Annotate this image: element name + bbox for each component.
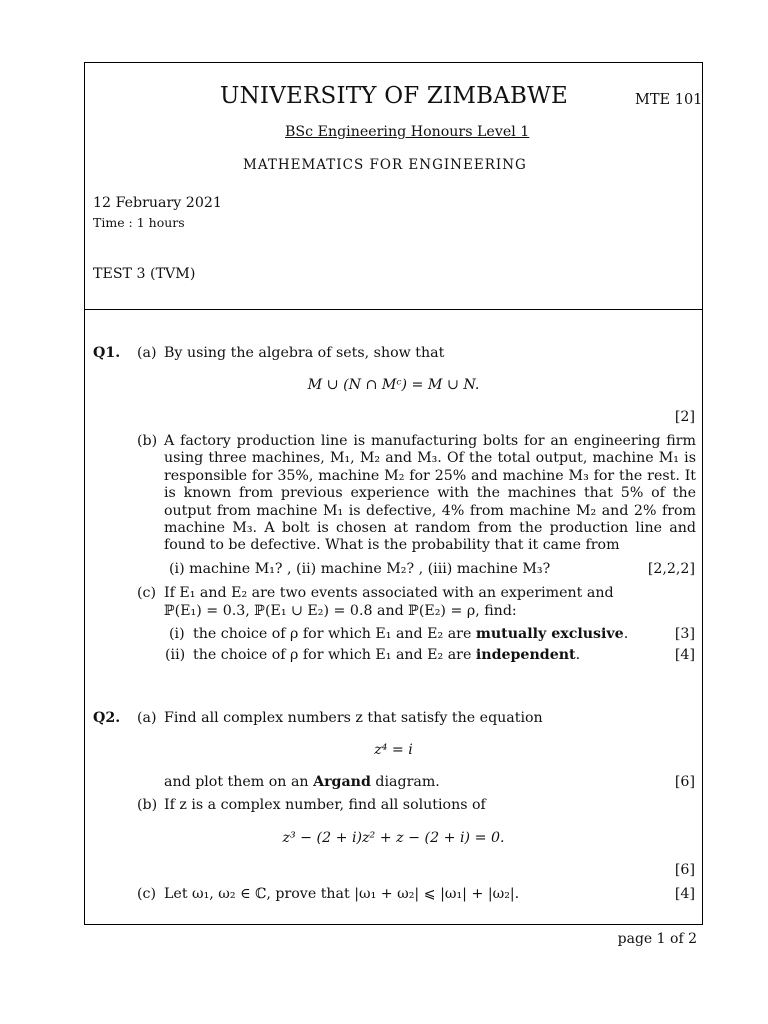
q1c-i-end: . [623,626,629,642]
exam-time: Time : 1 hours [93,215,185,230]
q2a-text2-end: diagram. [375,774,440,790]
q1b-text: A factory production line is manufacturing bolts for an engineering firm using three machines, M₁, M₂ and M₃. Of the total output, machine M₁ is responsible for 35%, machine M₂ for 25% and machine M₃ for the rest. It is known from previous experience with the machines that 5% of the output from machine M₁ is defective, 4% from machine M₂ and 2% from machine M₃. A bolt is chosen at random from the production line and found to be defective. What is the probability that it came from [164,433,696,554]
exam-paper-frame [84,62,703,925]
q1b-label: (b) [137,433,158,449]
q1c-ii-end: . [575,647,581,663]
q2b-equation: z³ − (2 + i)z² + z − (2 + i) = 0. [282,830,505,846]
test-name: TEST 3 (TVM) [93,266,196,282]
q2a-text2-bold: Argand [313,774,371,790]
q1b-options: (i) machine M₁? , (ii) machine M₂? , (iii) machine M₃? [169,561,551,577]
q2a-equation: z⁴ = i [374,742,413,758]
q2a-text2-start: and plot them on an [164,774,309,790]
q1c-ii-text: the choice of ρ for which E₁ and E₂ are [193,647,472,663]
q1a-label: (a) [137,345,157,361]
q1a-marks: [2] [674,409,695,425]
q1c-line2: ℙ(E₁) = 0.3, ℙ(E₁ ∪ E₂) = 0.8 and ℙ(E₂) = ρ, find: [164,603,517,619]
subject-title: MATHEMATICS FOR ENGINEERING [243,157,527,173]
q1c-line1: If E₁ and E₂ are two events associated with an experiment and [164,585,614,601]
q1c-i-text: the choice of ρ for which E₁ and E₂ are [193,626,472,642]
q2a-marks: [6] [674,774,695,790]
q1c-i-item [193,626,628,642]
q1c-ii-marks: [4] [674,647,695,663]
header-divider [85,309,702,310]
page-number: page 1 of 2 [617,931,697,947]
q2b-marks: [6] [674,862,695,878]
q2a-text2 [164,774,440,790]
q1c-i-label: (i) [169,626,185,642]
q1c-i-marks: [3] [674,626,695,642]
q2a-label: (a) [137,710,157,726]
q2b-text: If z is a complex number, find all solutions of [164,797,486,813]
programme-title: BSc Engineering Honours Level 1 [285,124,530,140]
q1-label: Q1. [93,345,121,361]
q1a-text: By using the algebra of sets, show that [164,345,445,361]
q2b-label: (b) [137,797,158,813]
q1c-i-bold: mutually exclusive [475,626,624,642]
university-name: UNIVERSITY OF ZIMBABWE [220,83,568,109]
q1c-ii-label: (ii) [165,647,186,663]
q2-label: Q2. [93,710,121,726]
q1c-ii-bold: independent [475,647,576,663]
q2c-text: Let ω₁, ω₂ ∈ ℂ, prove that |ω₁ + ω₂| ⩽ |ω₁| + |ω₂|. [164,886,520,902]
course-code: MTE 101 [635,92,703,108]
q1c-label: (c) [137,585,157,601]
q2a-text: Find all complex numbers z that satisfy the equation [164,710,543,726]
q1c-ii-item [193,647,580,663]
q2c-label: (c) [137,886,157,902]
q2c-marks: [4] [674,886,695,902]
q1b-marks: [2,2,2] [647,561,695,577]
exam-date: 12 February 2021 [93,195,222,211]
q1a-equation: M ∪ (N ∩ Mᶜ) = M ∪ N. [307,377,480,393]
